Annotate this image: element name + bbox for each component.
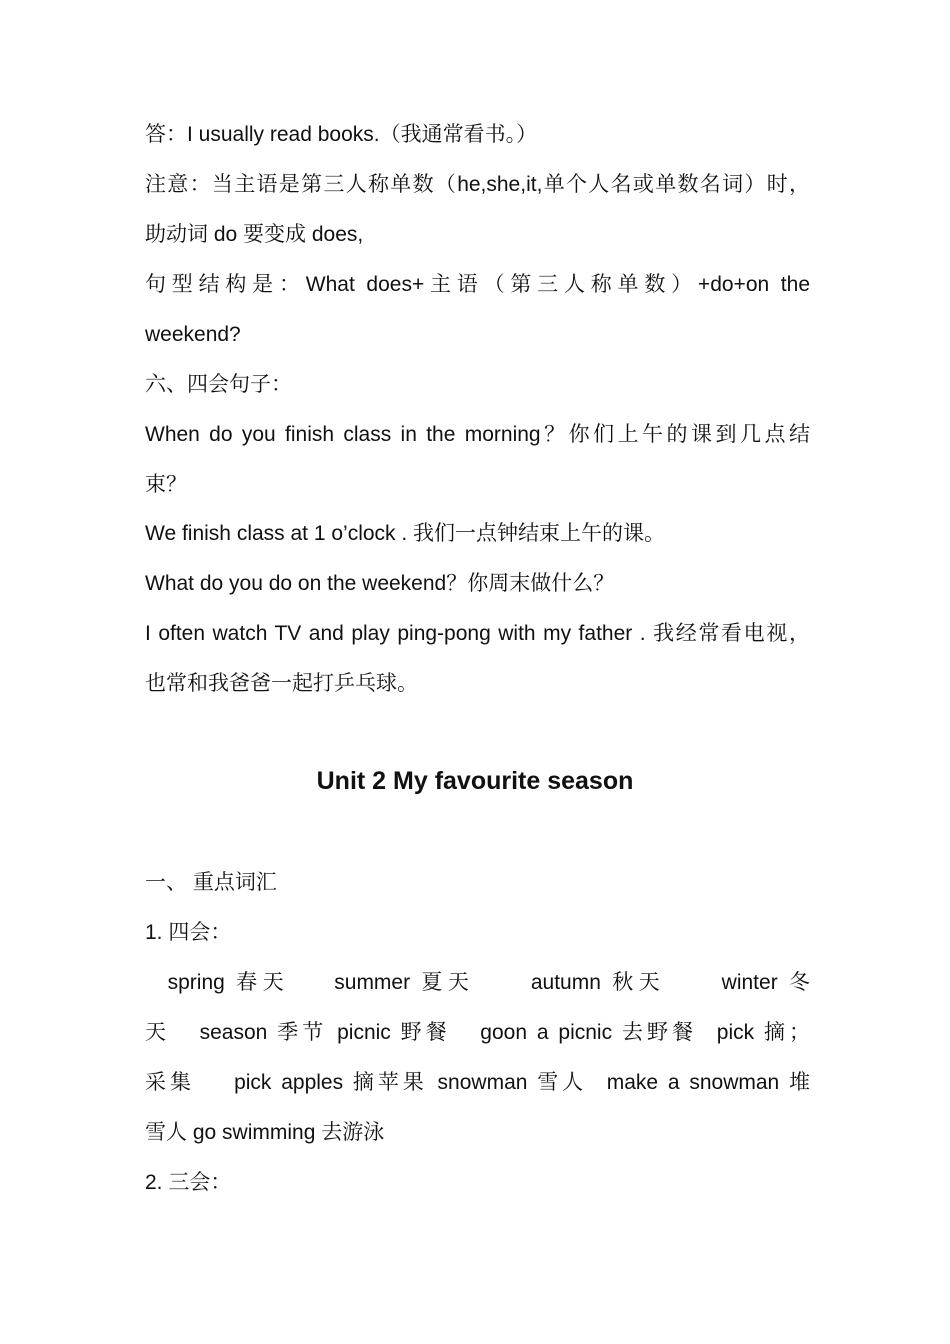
vocab-line: 天 season 季节 picnic 野餐 goon a picnic 去野餐 pick 摘； [145, 1021, 810, 1044]
section-heading-sentences: 六、四会句子： [145, 373, 292, 396]
answer-line: 答：I usually read books.（我通常看书。） [145, 123, 538, 146]
note-line: 注意：当主语是第三人称单数（he,she,it,单个人名或单数名词）时， [145, 173, 810, 196]
sentence-line: We finish class at 1 o’clock . 我们一点钟结束上午的课。 [145, 522, 666, 545]
vocab-line: 雪人 go swimming 去游泳 [145, 1121, 385, 1144]
three-skill-heading: 2. 三会： [145, 1171, 232, 1194]
note-line-2: 助动词 do 要变成 does, [145, 223, 364, 246]
sentence-line: When do you finish class in the morning？你们上午的课到几点结 [145, 423, 810, 446]
section-heading-vocab: 一、 重点词汇 [145, 871, 277, 894]
sentence-line: 束？ [145, 473, 187, 496]
vocab-line: spring 春天 summer 夏天 autumn 秋天 winter 冬 [145, 971, 810, 994]
sentence-line: What do you do on the weekend？你周末做什么？ [145, 572, 615, 595]
unit-title: Unit 2 My favourite season [316, 767, 634, 795]
four-skill-heading: 1. 四会： [145, 921, 232, 944]
structure-line-2: weekend? [145, 323, 241, 346]
vocab-line: 采集 pick apples 摘苹果 snowman 雪人 make a snowman 堆 [145, 1071, 810, 1094]
sentence-line: 也常和我爸爸一起打乒乓球。 [145, 672, 418, 695]
structure-line: 句型结构是：What does+主语（第三人称单数）+do+on the [145, 273, 810, 296]
sentence-line: I often watch TV and play ping-pong with my father . 我经常看电视， [145, 622, 810, 645]
